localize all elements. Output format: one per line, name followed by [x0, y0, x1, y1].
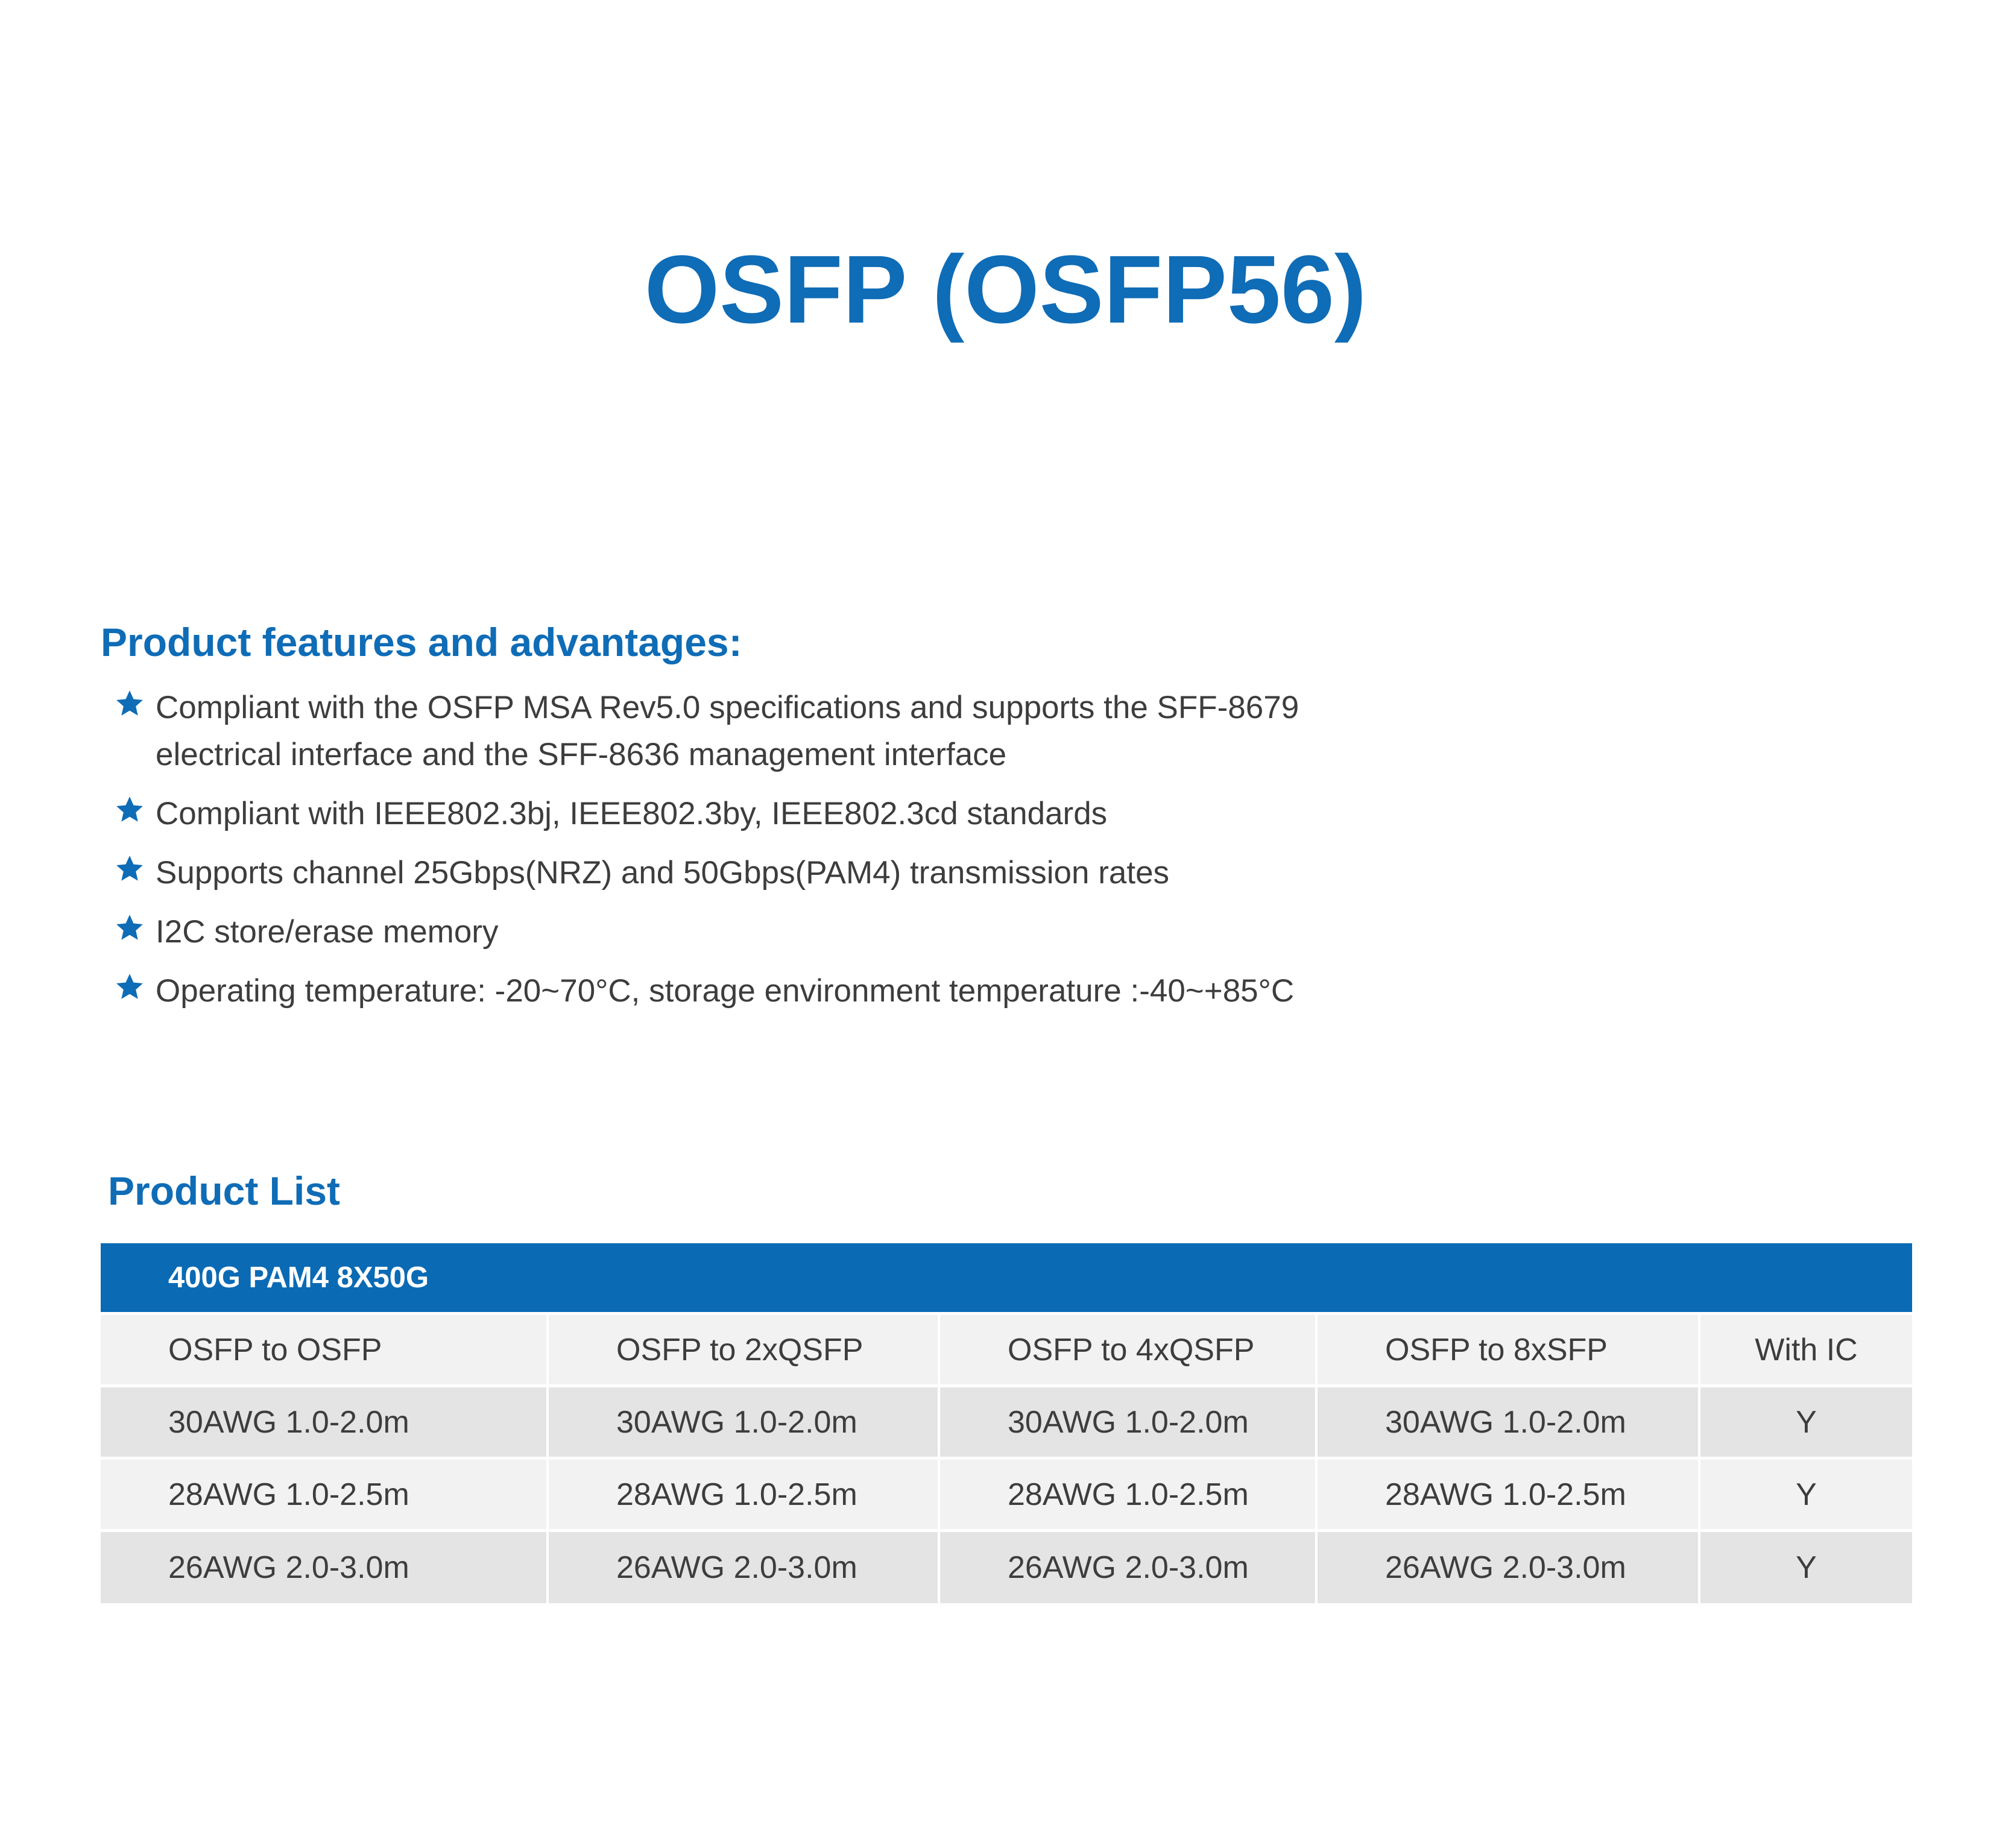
product-table — [101, 1243, 1912, 1603]
feature-item — [115, 850, 1501, 897]
table-cell: 28AWG 1.0-2.5m — [939, 1459, 1316, 1531]
feature-text: Compliant with IEEE802.3bj, IEEE802.3by, IEEE802.3cd standards — [156, 796, 1108, 831]
table-cell: 28AWG 1.0-2.5m — [1316, 1459, 1699, 1531]
table-cell: 30AWG 1.0-2.0m — [101, 1386, 548, 1459]
column-header: With IC — [1699, 1314, 1912, 1386]
table-cell: 30AWG 1.0-2.0m — [939, 1386, 1316, 1459]
star-icon — [115, 689, 145, 719]
product-list-heading: Product List — [108, 1168, 341, 1213]
column-header: OSFP to 4xQSFP — [939, 1314, 1316, 1386]
feature-text-continued: electrical interface and the SFF-8636 management interface — [156, 737, 1007, 772]
table-row — [101, 1459, 1912, 1531]
table-row — [101, 1386, 1912, 1459]
star-icon — [115, 913, 145, 943]
features-heading: Product features and advantages: — [101, 620, 742, 664]
features-list — [115, 684, 1501, 1027]
feature-item — [115, 909, 1501, 956]
product-table-grid — [101, 1312, 1912, 1603]
feature-text: Operating temperature: -20~70°C, storage environment temperature :-40~+85°C — [156, 973, 1295, 1009]
table-cell: 26AWG 2.0-3.0m — [101, 1531, 548, 1603]
table-cell: Y — [1699, 1531, 1912, 1603]
column-header: OSFP to 2xQSFP — [548, 1314, 939, 1386]
table-cell: 26AWG 2.0-3.0m — [1316, 1531, 1699, 1603]
feature-text: Supports channel 25Gbps(NRZ) and 50Gbps(PAM4) transmission rates — [156, 855, 1170, 891]
column-header: OSFP to OSFP — [101, 1314, 548, 1386]
table-cell: 30AWG 1.0-2.0m — [548, 1386, 939, 1459]
table-cell: 28AWG 1.0-2.5m — [548, 1459, 939, 1531]
star-icon — [115, 795, 145, 825]
table-header-row — [101, 1314, 1912, 1386]
feature-item — [115, 684, 1501, 778]
feature-item — [115, 790, 1501, 837]
table-cell: 26AWG 2.0-3.0m — [939, 1531, 1316, 1603]
table-cell: 30AWG 1.0-2.0m — [1316, 1386, 1699, 1459]
table-cell: 26AWG 2.0-3.0m — [548, 1531, 939, 1603]
column-header: OSFP to 8xSFP — [1316, 1314, 1699, 1386]
table-cell: Y — [1699, 1386, 1912, 1459]
star-icon — [115, 854, 145, 884]
page-title: OSFP (OSFP56) — [644, 235, 1367, 343]
star-icon — [115, 972, 145, 1002]
feature-text: I2C store/erase memory — [156, 914, 499, 950]
feature-text: Compliant with the OSFP MSA Rev5.0 specifications and supports the SFF-8679 — [156, 690, 1299, 725]
table-cell: 28AWG 1.0-2.5m — [101, 1459, 548, 1531]
table-banner: 400G PAM4 8X50G — [101, 1243, 1912, 1312]
table-cell: Y — [1699, 1459, 1912, 1531]
feature-item — [115, 968, 1501, 1015]
table-row — [101, 1531, 1912, 1603]
